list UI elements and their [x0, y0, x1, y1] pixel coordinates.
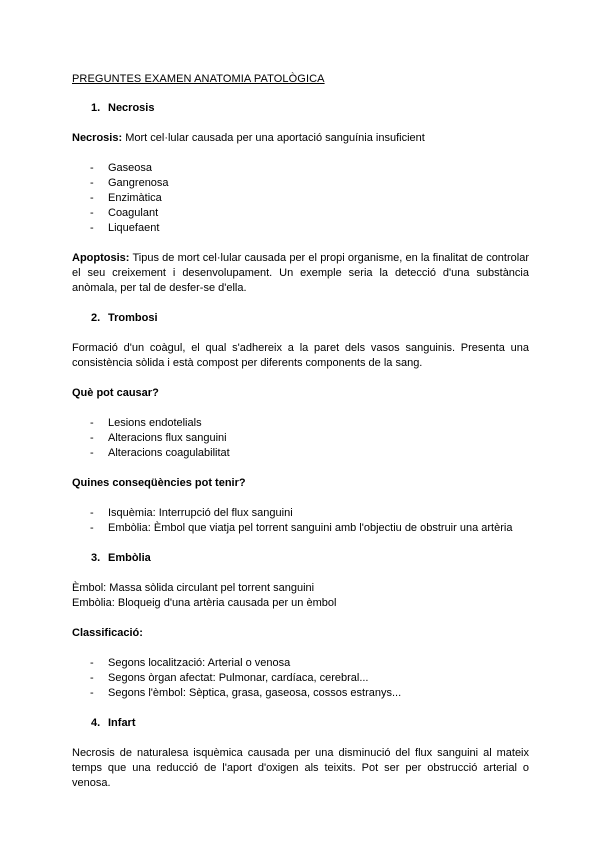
- section-heading-trombosi: [72, 311, 529, 326]
- section-number: 3.: [91, 552, 101, 564]
- section-title: Infart: [108, 717, 136, 729]
- consequences-heading: Quines conseqüències pot tenir?: [72, 477, 246, 489]
- dash-marker: -: [90, 417, 94, 429]
- document-title: PREGUNTES EXAMEN ANATOMIA PATOLÒGICA: [72, 73, 325, 85]
- list-item: - Lesions endotelials: [90, 417, 202, 429]
- list-item: - Liquefaent: [90, 222, 160, 234]
- embol-definition: Èmbol: Massa sòlida circulant pel torrent sanguini: [72, 582, 315, 594]
- consequences-list: [72, 506, 529, 536]
- definition-term: Necrosis:: [72, 132, 123, 144]
- classification-heading: Classificació:: [72, 627, 143, 639]
- dash-marker: -: [90, 207, 94, 219]
- list-item: - Enzimàtica: [90, 192, 162, 204]
- apoptosis-term: Apoptosis:: [72, 252, 130, 264]
- section-number: 1.: [91, 102, 101, 114]
- list-item: - Gaseosa: [90, 162, 153, 174]
- list-item: - Coagulant: [90, 207, 159, 219]
- dash-marker: -: [90, 672, 94, 684]
- apoptosis-paragraph: [72, 251, 529, 296]
- necrosis-definition: [72, 131, 529, 146]
- section-number: 4.: [91, 717, 101, 729]
- classification-list: [72, 656, 529, 701]
- list-item: - Segons l'èmbol: Sèptica, grasa, gaseosa, cossos estranys...: [90, 687, 402, 699]
- list-item: - Alteracions coagulabilitat: [90, 447, 230, 459]
- section-title: Trombosi: [108, 312, 158, 324]
- list-item: - Segons òrgan afectat: Pulmonar, cardíaca, cerebral...: [90, 672, 369, 684]
- dash-marker: -: [90, 192, 94, 204]
- dash-marker: -: [90, 447, 94, 459]
- section-heading-embolia: [72, 551, 529, 566]
- causes-heading: Què pot causar?: [72, 387, 159, 399]
- dash-marker: -: [90, 522, 94, 534]
- dash-marker: -: [90, 222, 94, 234]
- trombosi-intro: Formació d'un coàgul, el qual s'adhereix a la paret dels vasos sanguinis. Presenta una consistència sòlida i està compost per diferents components de la sang.: [72, 342, 529, 369]
- list-item: - Segons localització: Arterial o venosa: [90, 657, 291, 669]
- dash-marker: -: [90, 432, 94, 444]
- list-item: - Alteracions flux sanguini: [90, 432, 227, 444]
- document-page: [72, 72, 529, 806]
- apoptosis-text: Tipus de mort cel·lular causada per el propi organisme, en la finalitat de controlar el seu creixement i desenvolupament. Un exemple seria la detecció d'una substància anòmala, per tal de desfer-se d'ella.: [72, 252, 529, 294]
- section-title: Embòlia: [108, 552, 151, 564]
- embolia-definition: Embòlia: Bloqueig d'una artèria causada per un èmbol: [72, 597, 337, 609]
- dash-marker: -: [90, 177, 94, 189]
- definition-text: Mort cel·lular causada per una aportació sanguínia insuficient: [122, 132, 425, 144]
- dash-marker: -: [90, 657, 94, 669]
- necrosis-types-list: [72, 161, 529, 236]
- section-number: 2.: [91, 312, 101, 324]
- section-heading-necrosis: [72, 101, 529, 116]
- list-item: - Gangrenosa: [90, 177, 169, 189]
- list-item: - Embòlia: Èmbol que viatja pel torrent sanguini amb l'objectiu de obstruir una artèria: [90, 522, 513, 534]
- dash-marker: -: [90, 507, 94, 519]
- section-title: Necrosis: [108, 102, 155, 114]
- dash-marker: -: [90, 687, 94, 699]
- dash-marker: -: [90, 162, 94, 174]
- section-heading-infart: [72, 716, 529, 731]
- infart-intro: Necrosis de naturalesa isquèmica causada per una disminució del flux sanguini al mateix temps que una reducció de l'aport d'oxigen als teixits. Pot ser per obstrucció arterial o venosa.: [72, 747, 529, 789]
- embolia-definitions: [72, 581, 529, 611]
- list-item: - Isquèmia: Interrupció del flux sanguini: [90, 507, 293, 519]
- causes-list: [72, 416, 529, 461]
